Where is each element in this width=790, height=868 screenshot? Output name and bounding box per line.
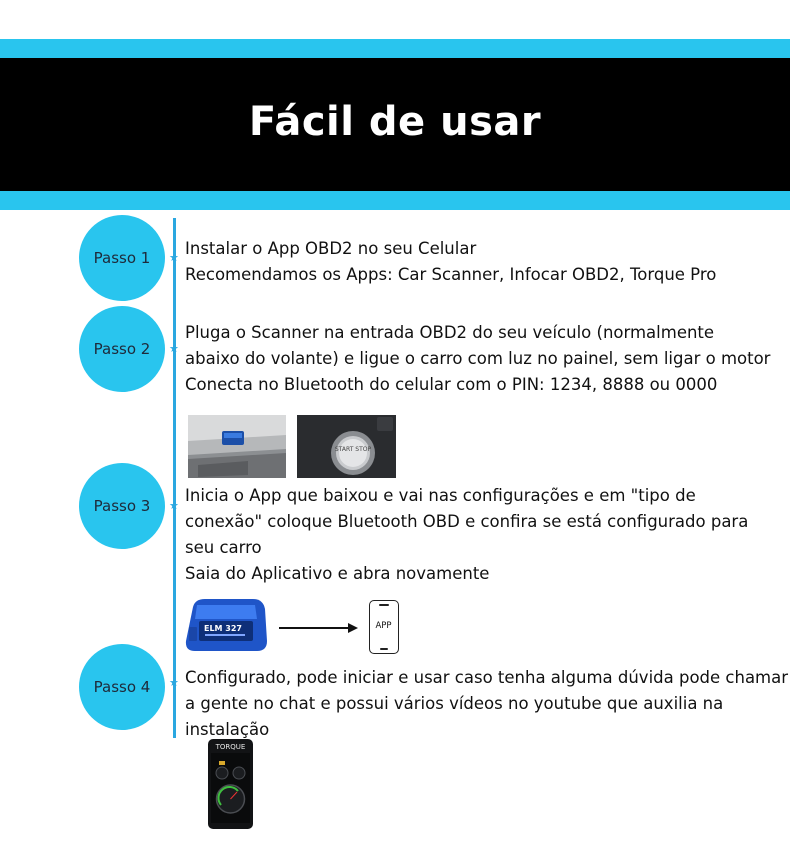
star-icon: ★ [169, 499, 179, 512]
star-icon: ★ [169, 342, 179, 355]
step-4-line-2: a gente no chat e possui vários vídeos no youtube que auxilia na [185, 694, 724, 713]
phone-app-icon [369, 600, 399, 654]
elm327-scanner-image [183, 597, 269, 653]
step-3-circle [79, 463, 165, 549]
step-3-label: Passo 3 [93, 497, 151, 515]
page-title: Fácil de usar [248, 98, 542, 145]
step-2-label: Passo 2 [93, 340, 151, 358]
obd-port-photo [188, 415, 286, 478]
step-2-circle [79, 306, 165, 392]
step-4-label: Passo 4 [93, 678, 151, 696]
star-icon: ★ [169, 251, 179, 264]
step-1-circle [79, 215, 165, 301]
step-3-line-2: conexão" coloque Bluetooth OBD e confira se está configurado para [185, 512, 749, 531]
step-4-line-1: Configurado, pode iniciar e usar caso tenha alguma dúvida pode chamar [185, 668, 789, 687]
phone-app-label: APP [375, 621, 392, 631]
step-2-line-1: Pluga o Scanner na entrada OBD2 do seu veículo (normalmente [185, 323, 715, 342]
star-icon: ★ [169, 676, 179, 689]
step-3-text [185, 483, 790, 587]
step-3-line-4: Saia do Aplicativo e abra novamente [185, 564, 490, 583]
arrow-right-icon [348, 623, 358, 633]
step-1-label: Passo 1 [93, 249, 151, 267]
scanner-label: ELM 327 [203, 624, 243, 633]
step-1-text [185, 236, 790, 288]
header-banner [0, 58, 790, 191]
header-accent-band [0, 191, 790, 210]
step-1-line-2: Recomendamos os Apps: Car Scanner, Infocar OBD2, Torque Pro [185, 265, 717, 284]
step-4-text [185, 665, 790, 743]
step-4-line-3: instalação [185, 720, 270, 739]
torque-label: TORQUE [215, 743, 246, 751]
step-1-line-1: Instalar o App OBD2 no seu Celular [185, 239, 477, 258]
top-accent-band [0, 39, 790, 58]
step-2-text [185, 320, 790, 398]
arrow-line [279, 627, 349, 629]
step-2-line-2: abaixo do volante) e ligue o carro com luz no painel, sem ligar o motor [185, 349, 771, 368]
timeline-line [173, 218, 176, 738]
step-2-line-3: Conecta no Bluetooth do celular com o PIN: 1234, 8888 ou 0000 [185, 375, 718, 394]
step-3-line-3: seu carro [185, 538, 262, 557]
start-button-text: START STOP [334, 446, 372, 453]
start-button-photo [297, 415, 396, 478]
step-4-circle [79, 644, 165, 730]
step-3-line-1: Inicia o App que baixou e vai nas configurações e em "tipo de [185, 486, 696, 505]
torque-app-phone-image [208, 739, 253, 829]
